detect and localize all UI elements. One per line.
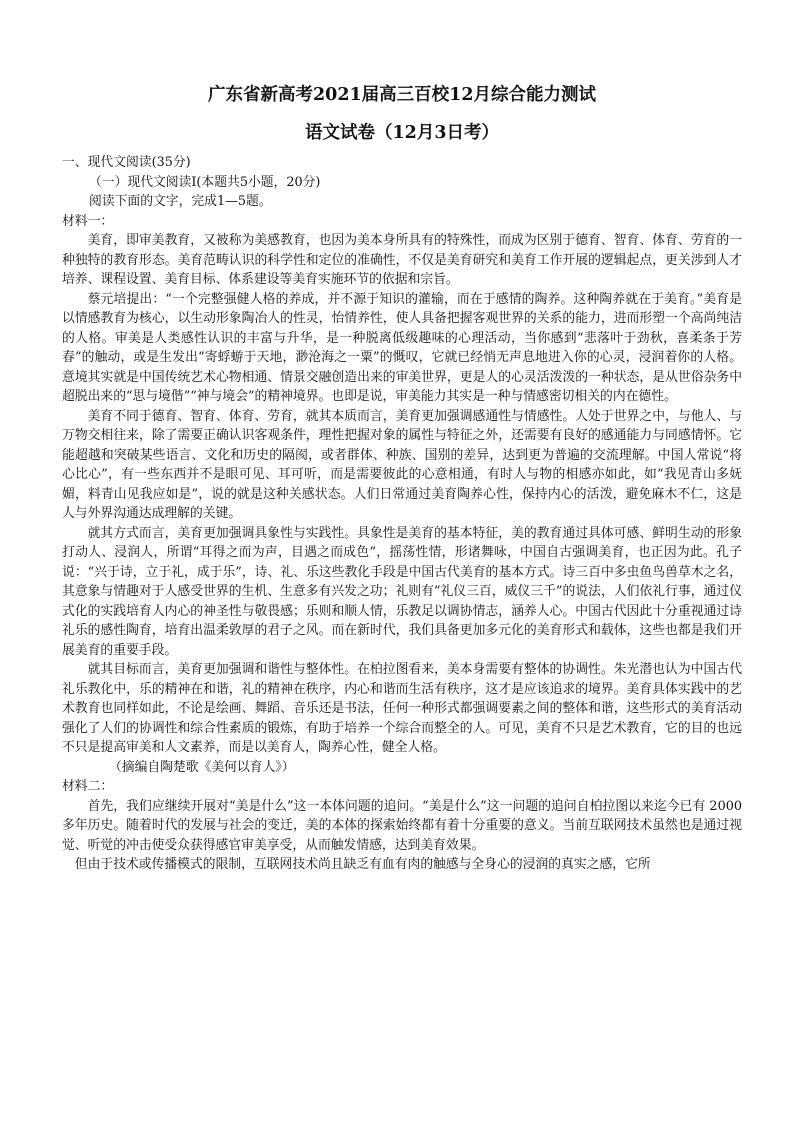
material-1-paragraph: 美育，即审美教育，又被称为美感教育，也因为美本身所具有的特殊性，而成为区别于德育、智育、体育、劳育的一种独特的教育形态。美育范畴认识的科学性和定位的准确性，不仅是美育研究和美育工作开展的逻辑起点，更关涉到人才培养、课程设置、美育目标、体系建设等美育实施环节的依据和宗旨。 [62,233,742,287]
material-1-paragraph: 美育不同于德育、智育、体育、劳育，就其本质而言，美育更加强调感通性与情感性。人处于世界之中，与他人、与万物交相往来，除了需要正确认识客观条件，理性把握对象的属性与特征之外，还需要有良好的感通能力与同感情怀。它能超越和突破某些语言、文化和历史的隔阂，或者群体、种族、国别的差异，达到更为普遍的交流理解。中国人常说“将心比心”，有一些东西并不是眼可见、耳可听，而是需要彼此的心意相通，有时人与物的相感亦如此，如“我见青山多妩媚，料青山见我应如是”，说的就是这种关感状态。人们日常通过美育陶养心性，保持内心的活泼，避免麻木不仁，这是人与外界沟通达成理解的关键。 [62,408,742,521]
material-1-paragraph: 蔡元培提出：“一个完整强健人格的养成，并不源于知识的灌输，而在于感情的陶养。这种陶养就在于美育。”美育是以情感教育为核心，以生动形象陶冶人的性灵，怡情养性，使人具备把握客观世界的关系的能力，进而形塑一个高尚纯洁的人格。审美是人类感性认识的丰富与升华，是一种脱离低级趣味的心理活动，当你感到“悲落叶于劲秋，喜柔条于芳春”的触动，或是生发出“寄蜉蝣于天地，渺沧海之一粟”的慨叹，它就已经悄无声息地进入你的心灵，浸润着你的人格。意境其实就是中国传统艺术心物相通、情景交融创造出来的审美世界，更是人的心灵活泼泼的一种状态，是从世俗杂务中超脱出来的“思与境偕”“神与境会”的精神境界。也即是说，审美能力其实是一种与情感密切相关的内在德性。 [62,291,742,404]
material-1-source: （摘编自陶楚歌《美何以育人》） [109,759,295,775]
material-2-paragraph: 但由于技术或传播模式的限制，互联网技术尚且缺乏有血有肉的触感与全身心的浸润的真实之感，它所 [74,857,651,872]
material-1-label: 材料一： [62,213,114,229]
material-2-paragraph: 首先，我们应继续开展对“美是什么”这一本体问题的追问。“美是什么”这一问题的追问自柏拉图以来迄今已有 2000 多年历史。随着时代的发展与社会的变迁，美的本体的探索始终都有着十分重要的意义。当前互联网技术虽然也是通过视觉、听觉的冲击使受众获得感官审美享受，从而触发情感，达到美育效果。 [62,798,742,853]
material-2-label: 材料二： [62,779,114,794]
section-heading: 一、现代文阅读(35分) [62,155,191,170]
exam-page [62,84,742,875]
material-1-paragraph: 就其方式而言，美育更加强调具象性与实践性。具象性是美育的基本特征，美的教育通过具体可感、鲜明生动的形象打动人、浸润人，所谓“耳得之而为声，目遇之而成色”，摇荡性情，形诸舞咏，中国自古强调美育，也正因为此。孔子说：“兴于诗，立于礼，成于乐”，诗、礼、乐这些教化手段是中国古代美育的基本方式。诗三百中多虫鱼鸟兽草木之名，其意象与情趣对于人感受世界的生机、生意多有兴发之功；礼则有“礼仪三百，威仪三千”的说法，人们依礼行事，通过仪式化的实践培育人内心的神圣性与敬畏感；乐则和顺人情，乐教足以调协情志，涵养人心。中国古代因此十分重视通过诗礼乐的感性陶育，培育出温柔敦厚的君子之风。而在新时代，我们具备更加多元化的美育形式和载体，这些也都是我们开展美育的重要手段。 [62,525,742,658]
exam-subtitle: 语文试卷（12月3日考） [304,123,500,143]
material-1-paragraph: 就其目标而言，美育更加强调和谐性与整体性。在柏拉图看来，美本身需要有整体的协调性。朱光潜也认为中国古代礼乐教化中，乐的精神在和谐，礼的精神在秩序，内心和谐而生活有秩序，这才是应该追求的境界。美育具体实践中的艺术教育也同样如此，不论是绘画、舞蹈、音乐还是书法，任何一种形式都强调要素之间的整体和谐，这些形式的美育活动强化了人们的协调性和综合性素质的锻炼，有助于培养一个综合而整全的人。可见，美育不只是艺术教育，它的目的也远不只是提高审美和人文素养，而是以美育人，陶养心性，健全人格。 [62,662,742,755]
reading-instruction: 阅读下面的文字，完成1—5题。 [89,194,272,209]
exam-title: 广东省新高考2021届高三百校12月综合能力测试 [207,85,597,105]
subsection-heading: （一）现代文阅读Ⅰ(本题共5小题，20分) [89,174,321,190]
